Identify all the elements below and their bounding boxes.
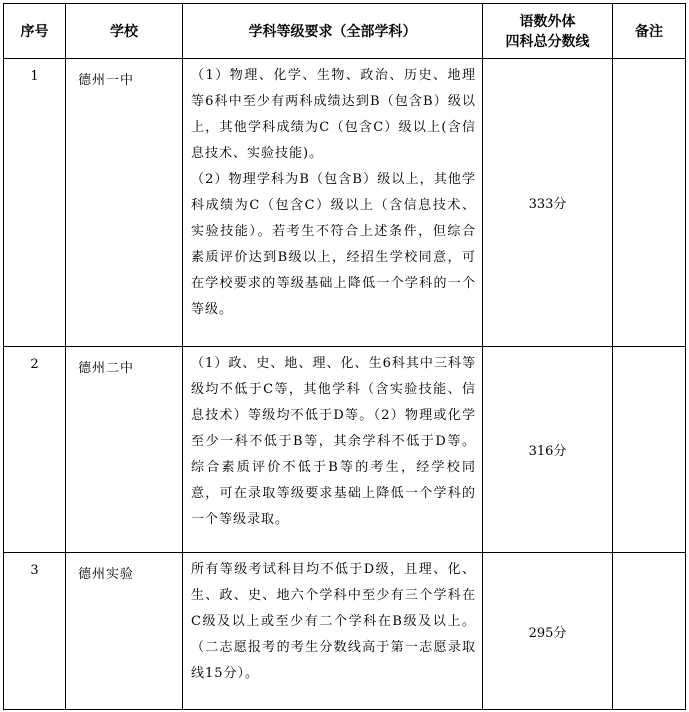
header-index: 序号 <box>4 4 66 59</box>
row-score: 316分 <box>483 347 613 553</box>
row-note <box>613 59 686 347</box>
row-requirement <box>183 59 483 347</box>
requirement-paragraph: 所有等级考试科目均不低于D级，且理、化、生、政、史、地六个学科中至少有三个学科在C级及以上或至少有二个学科在B级及以上。（二志愿报考的考生分数线高于第一志愿录取线15分）。 <box>191 562 476 681</box>
row-index: 2 <box>4 347 66 553</box>
table-row <box>4 59 686 347</box>
header-score-line1: 语数外体 <box>519 14 576 30</box>
row-note <box>613 553 686 710</box>
row-school: 德州二中 <box>66 347 183 553</box>
row-school: 德州实验 <box>66 553 183 710</box>
header-score-line2: 四科总分数线 <box>505 34 590 50</box>
row-requirement <box>183 553 483 710</box>
row-school: 德州一中 <box>66 59 183 347</box>
requirement-paragraph: （1）政、史、地、理、化、生6科其中三科等级均不低于C等，其他学科（含实验技能、信息技术）等级均不低于D等。（2）物理或化学至少一科不低于B等，其余学科不低于D等。综合素质评价不低于B等的考生，经学校同意，可在录取等级要求基础上降低一个学科的一个等级录取。 <box>191 356 476 527</box>
table-row <box>4 347 686 553</box>
row-score: 295分 <box>483 553 613 710</box>
header-note: 备注 <box>613 4 686 59</box>
header-score <box>483 4 613 59</box>
table-row <box>4 553 686 710</box>
header-requirement: 学科等级要求（全部学科） <box>183 4 483 59</box>
row-score: 333分 <box>483 59 613 347</box>
admission-table <box>3 3 686 710</box>
header-school: 学校 <box>66 4 183 59</box>
row-requirement <box>183 347 483 553</box>
row-index: 1 <box>4 59 66 347</box>
requirement-paragraph: （2）物理学科为B（包含B）级以上，其他学科成绩为C（包含C）级以上（含信息技术、实验技能）。若考生不符合上述条件，但综合素质评价达到B级以上，经招生学校同意，可在学校要求的等级基础上降低一个学科的一个等级。 <box>191 172 476 317</box>
row-index: 3 <box>4 553 66 710</box>
requirement-paragraph: （1）物理、化学、生物、政治、历史、地理等6科中至少有两科成绩达到B（包含B）级以上，其他学科成绩为C（包含C）级以上(含信息技术、实验技能)。 <box>191 68 476 161</box>
header-row <box>4 4 686 59</box>
row-note <box>613 347 686 553</box>
